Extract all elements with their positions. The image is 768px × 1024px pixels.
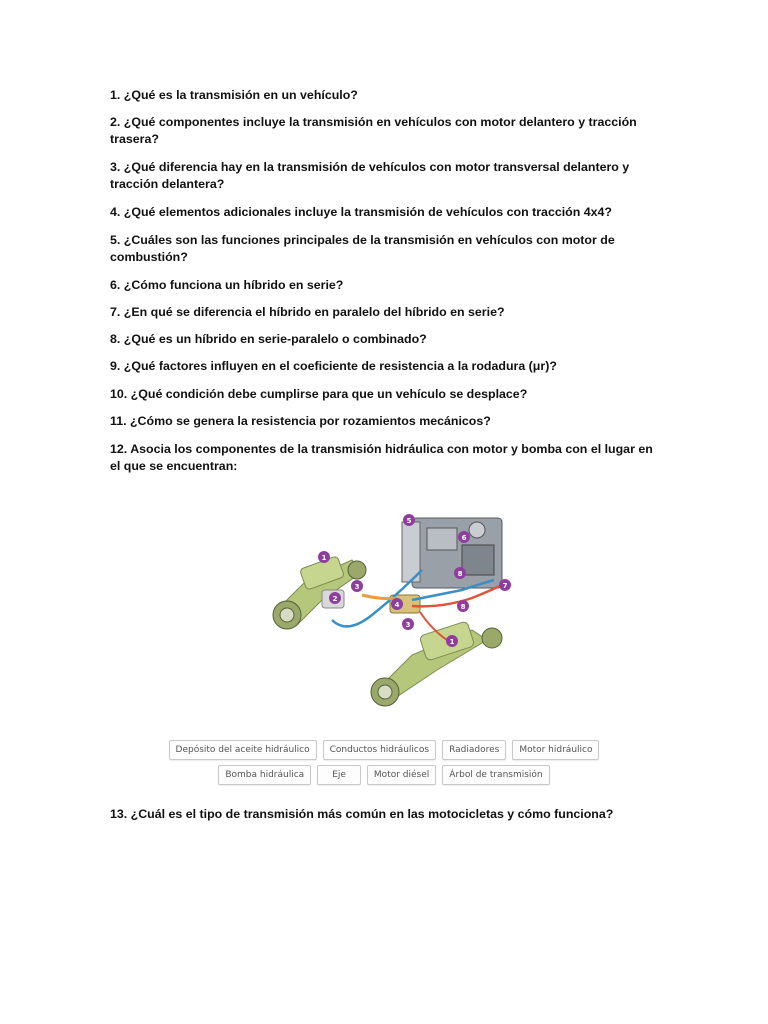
chip-row-2 — [0, 765, 768, 785]
rear-axle — [371, 621, 502, 706]
svg-text:3: 3 — [354, 583, 360, 591]
badge-8a — [454, 567, 466, 579]
chip-deposito-aceite[interactable]: Depósito del aceite hidráulico — [169, 740, 317, 760]
question-9: 9. ¿Qué factores influyen en el coeficiente de resistencia a la rodadura (μr)? — [110, 359, 557, 373]
question-13: 13. ¿Cuál es el tipo de transmisión más común en las motocicletas y cómo funciona? — [110, 807, 614, 821]
chip-conductos-hidraulicos[interactable]: Conductos hidráulicos — [323, 740, 436, 760]
badge-7 — [499, 579, 511, 591]
question-12: 12. Asocia los componentes de la transmisión hidráulica con motor y bomba con el lugar en el que se encuentran: — [110, 442, 653, 473]
question-5: 5. ¿Cuáles son las funciones principales de la transmisión en vehículos con motor de combustión? — [110, 233, 615, 264]
badge-1a — [318, 551, 330, 563]
svg-text:1: 1 — [321, 554, 327, 562]
svg-text:3: 3 — [405, 621, 411, 629]
badge-6 — [458, 531, 470, 543]
chip-row-1 — [0, 740, 768, 760]
badge-1b — [446, 635, 458, 647]
question-8: 8. ¿Qué es un híbrido en serie-paralelo o combinado? — [110, 332, 427, 346]
badge-3b — [402, 618, 414, 630]
svg-text:2: 2 — [332, 595, 338, 603]
svg-text:4: 4 — [394, 601, 400, 609]
hydraulic-transmission-figure — [262, 500, 522, 715]
svg-text:1: 1 — [449, 638, 455, 646]
question-6: 6. ¿Cómo funciona un híbrido en serie? — [110, 278, 344, 292]
svg-text:8: 8 — [460, 603, 466, 611]
question-2: 2. ¿Qué componentes incluye la transmisión en vehículos con motor delantero y tracción trasera? — [110, 115, 637, 146]
question-11: 11. ¿Cómo se genera la resistencia por rozamientos mecánicos? — [110, 414, 491, 428]
badge-3a — [351, 580, 363, 592]
question-4: 4. ¿Qué elementos adicionales incluye la transmisión de vehículos con tracción 4x4? — [110, 205, 612, 219]
chip-arbol-transmision[interactable]: Árbol de transmisión — [442, 765, 549, 785]
badge-4 — [391, 598, 403, 610]
badge-2 — [329, 592, 341, 604]
svg-text:5: 5 — [406, 517, 412, 525]
chip-radiadores[interactable]: Radiadores — [442, 740, 506, 760]
chip-motor-hidraulico[interactable]: Motor hidráulico — [512, 740, 599, 760]
chip-motor-diesel[interactable]: Motor diésel — [367, 765, 436, 785]
front-axle — [273, 556, 366, 629]
question-1: 1. ¿Qué es la transmisión en un vehículo? — [110, 88, 358, 102]
badge-5 — [403, 514, 415, 526]
svg-text:7: 7 — [502, 582, 508, 590]
svg-text:6: 6 — [461, 534, 467, 542]
question-10: 10. ¿Qué condición debe cumplirse para que un vehículo se desplace? — [110, 387, 528, 401]
svg-text:8: 8 — [457, 570, 463, 578]
engine-block — [402, 518, 502, 588]
chip-bomba-hidraulica[interactable]: Bomba hidráulica — [218, 765, 311, 785]
chip-eje[interactable]: Eje — [317, 765, 361, 785]
question-3: 3. ¿Qué diferencia hay en la transmisión de vehículos con motor transversal delantero y tracción delantera? — [110, 160, 630, 191]
badge-8b — [457, 600, 469, 612]
question-7: 7. ¿En qué se diferencia el híbrido en paralelo del híbrido en serie? — [110, 305, 505, 319]
